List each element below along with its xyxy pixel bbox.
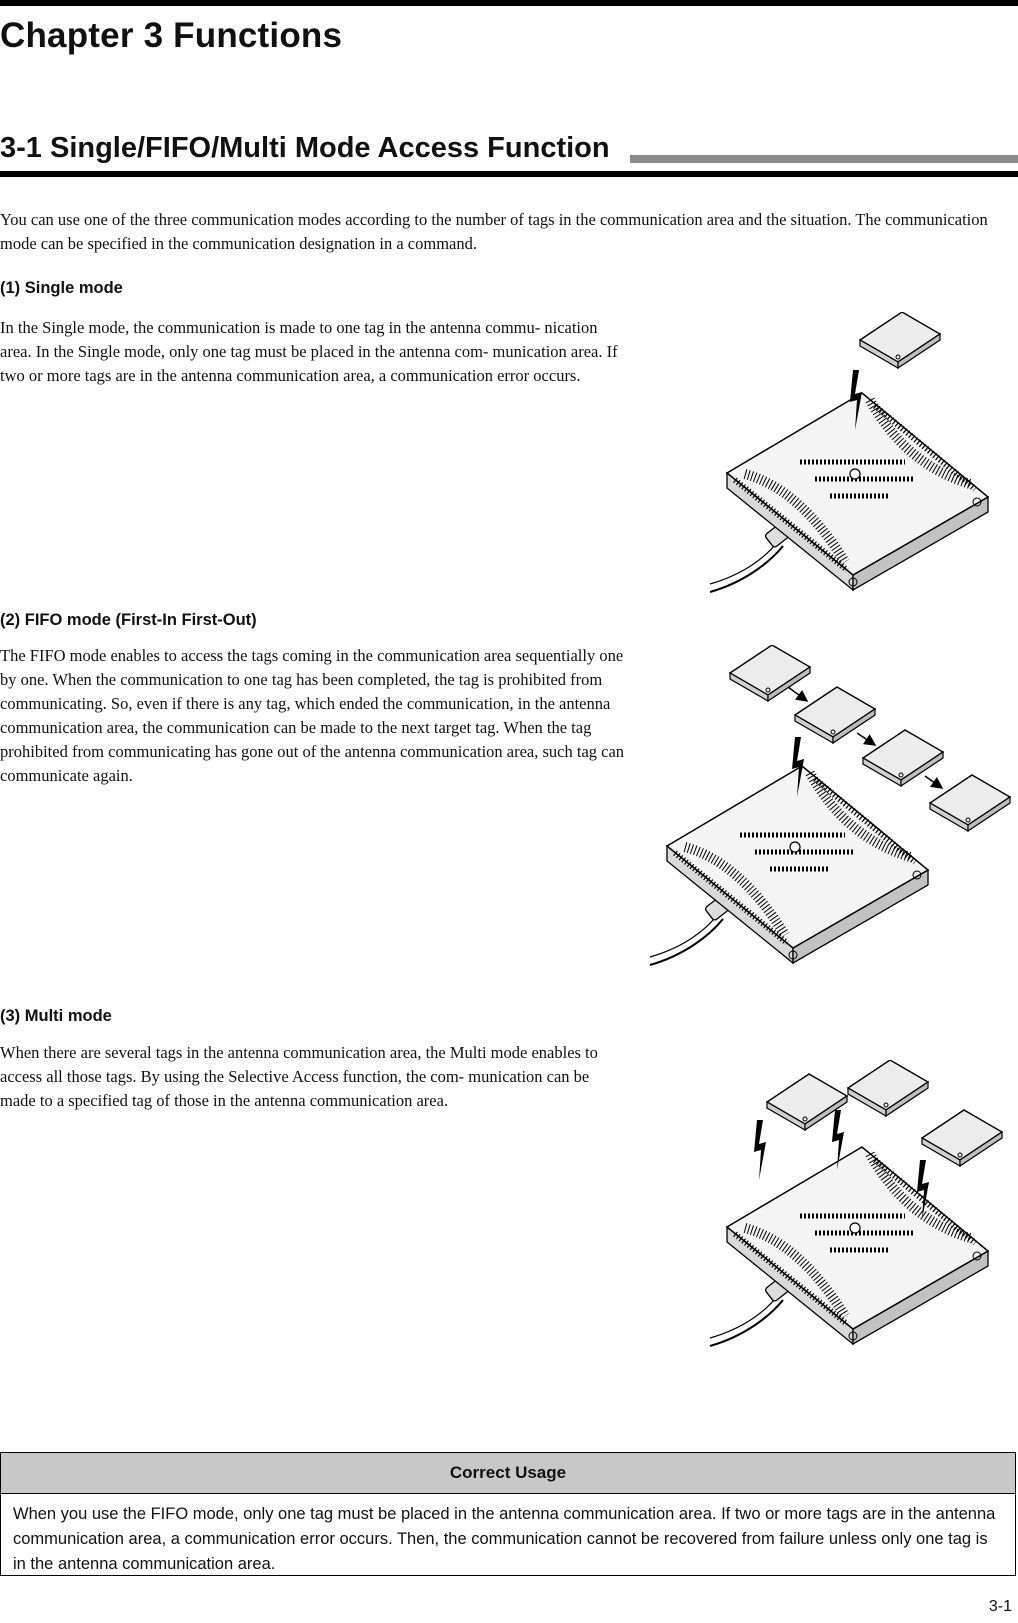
multi-mode-heading: (3) Multi mode — [0, 1007, 112, 1025]
fifo-mode-illustration — [645, 645, 1015, 980]
multi-mode-text: When there are several tags in the antenna communication area, the Multi mode enables to access all those tags. By using the Selective Access function, the com- munication can be made to a specified tag of those in the antenna communication area. — [0, 1043, 598, 1110]
top-rule — [0, 0, 1018, 6]
correct-usage-box — [0, 1452, 1016, 1576]
multi-mode-illustration — [705, 1060, 1015, 1350]
correct-usage-text: When you use the FIFO mode, only one tag must be placed in the antenna communication area. If two or more tags are in the antenna communication area, a communication error occurs. Then, the communication cannot be recovered from failure unless only one tag is in the antenna communication area. — [13, 1505, 996, 1573]
single-mode-heading: (1) Single mode — [0, 279, 123, 297]
fifo-mode-heading: (2) FIFO mode (First-In First-Out) — [0, 611, 257, 629]
single-mode-illustration — [705, 312, 1005, 602]
correct-usage-title: Correct Usage — [1, 1453, 1015, 1494]
chapter-title: Chapter 3 Functions — [0, 16, 343, 55]
page-number: 3-1 — [988, 1598, 1012, 1615]
intro-paragraph: You can use one of the three communication modes according to the number of tags in the communication area and the situation. The communication mode can be specified in the communication designation in a command. — [0, 210, 988, 253]
single-mode-text: In the Single mode, the communication is made to one tag in the antenna commu- nication area. In the Single mode, only one tag must be placed in the antenna com- munication area. If two or more tags are in the antenna communication area, a communication error occurs. — [0, 318, 618, 385]
fifo-mode-text: The FIFO mode enables to access the tags coming in the communication area sequentially one by one. When the communication to one tag has been completed, the tag is prohibited from communicating. So, even if there is any tag, which ended the communication, in the antenna communication area, the communication can be made to the next target tag. When the tag prohibited from communicating has gone out of the antenna communication area, such tag can communicate again. — [0, 646, 625, 785]
section-heading: 3-1 Single/FIFO/Multi Mode Access Function — [0, 132, 610, 164]
section-heading-rule — [630, 155, 1018, 163]
section-divider — [0, 171, 1018, 177]
